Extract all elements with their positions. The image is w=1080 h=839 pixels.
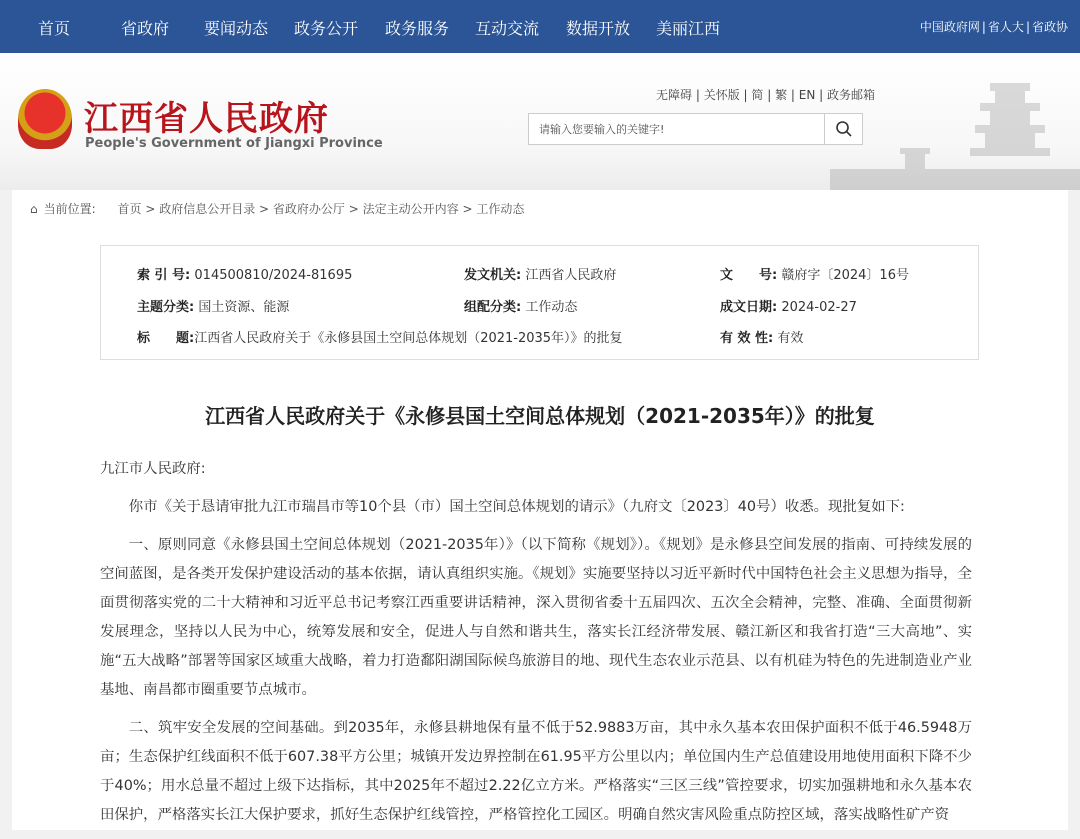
nav-interaction[interactable]: 互动交流	[475, 19, 540, 38]
article-title: 江西省人民政府关于《永修县国土空间总体规划（2021-2035年）》的批复	[205, 404, 875, 428]
utility-links: 无障碍 | 关怀版 | 简 | 繁 | EN | 政务邮箱	[656, 88, 875, 102]
site-logo-subtitle: People's Government of Jiangxi Province	[85, 136, 383, 151]
link-cppcc[interactable]: 省政协	[1031, 20, 1068, 34]
paragraph: 一、原则同意《永修县国土空间总体规划（2021-2035年）》（以下简称《规划》）。《规划》是永修县空间发展的指南、可持续发展的空间蓝图，是各类开发保护建设活动的基本依据，请认真组织实施。《规划》实施要坚持以习近平新时代中国特色社会主义思想为指导，全面贯彻落实党的二十大精神和习近平总书记考察江西重要讲话精神，深入贯彻省委十五届四次、五次全会精神，完整、准确、全面贯彻新发展理念，坚持以人民为中心，统筹发展和安全，促进人与自然和谐共生，落实长江经济带发展、赣江新区和我省打造“三大高地”、实施“五大战略”部署等国家区域重大战略，着力打造鄱阳湖国际候鸟旅游目的地、现代生态农业示范县、以有机硅为特色的先进制造业产业基地、南昌都市圈重要节点城市。	[100, 537, 972, 698]
site-header	[0, 53, 1080, 190]
salutation: 九江市人民政府:	[100, 461, 206, 477]
meta-title: 标 题:江西省人民政府关于《永修县国土空间总体规划（2021-2035年）》的批复	[137, 331, 623, 346]
search-box	[528, 113, 863, 145]
link-simplified[interactable]: 简	[751, 88, 764, 102]
link-provincial-congress[interactable]: 省人大	[987, 20, 1024, 34]
nav-province-gov[interactable]: 省政府	[121, 19, 170, 38]
meta-date: 成文日期: 2024-02-27	[720, 300, 857, 315]
national-emblem-icon	[18, 89, 72, 149]
top-nav	[0, 0, 1080, 53]
breadcrumb-item[interactable]: 省政府办公厅	[272, 202, 345, 216]
link-traditional[interactable]: 繁	[775, 88, 788, 102]
link-china-gov[interactable]: 中国政府网	[919, 20, 980, 34]
pagoda-illustration	[830, 73, 1080, 190]
nav-gov-affairs-open[interactable]: 政务公开	[294, 19, 359, 38]
link-english[interactable]: EN	[798, 88, 816, 102]
link-care-version[interactable]: 关怀版	[703, 88, 740, 102]
breadcrumb-item[interactable]: 首页	[117, 202, 142, 216]
nav-open-data[interactable]: 数据开放	[566, 19, 631, 38]
search-input[interactable]	[529, 114, 824, 144]
meta-docno: 文 号: 赣府字〔2024〕16号	[720, 268, 909, 283]
breadcrumb: ⌂ 当前位置: 首页 > 政府信息公开目录 > 省政府办公厅 > 法定主动公开内容 > 工作动态	[30, 202, 525, 216]
link-accessibility[interactable]: 无障碍	[656, 88, 693, 102]
paragraph: 二、筑牢安全发展的空间基础。到2035年，永修县耕地保有量不低于52.9883万亩，其中永久基本农田保护面积不低于46.5948万亩；生态保护红线面积不低于607.38平方公里；城镇开发边界控制在61.95平方公里以内；单位国内生产总值建设用地使用面积下降不少于40%；用水总量不超过上级下达指标，其中2025年不超过2.22亿立方米。严格落实“三区三线”管控要求，切实加强耕地和永久基本农田保护，严格落实长江大保护要求，抓好生态保护红线管控，严格管控化工园区。明确自然灾害风险重点防控区域，落实战略性矿产资	[100, 720, 972, 823]
breadcrumb-item[interactable]: 政府信息公开目录	[159, 202, 256, 216]
article-body	[100, 455, 972, 839]
nav-gov-services[interactable]: 政务服务	[385, 19, 450, 38]
breadcrumb-label: 当前位置:	[43, 202, 96, 216]
meta-validity: 有 效 性: 有效	[720, 331, 804, 346]
site-logo-title[interactable]: 江西省人民政府	[84, 99, 329, 139]
meta-topic: 主题分类: 国土资源、能源	[137, 300, 290, 315]
document-metadata	[100, 245, 979, 360]
paragraph: 你市《关于恳请审批九江市瑞昌市等10个县（市）国土空间总体规划的请示》（九府文〔2023〕40号）收悉。现批复如下:	[128, 499, 905, 515]
meta-category: 组配分类: 工作动态	[464, 300, 578, 315]
nav-beautiful-jiangxi[interactable]: 美丽江西	[656, 19, 721, 38]
home-icon: ⌂	[30, 202, 38, 216]
external-links: 中国政府网 | 省人大 | 省政协	[919, 20, 1068, 34]
meta-issuer: 发文机关: 江西省人民政府	[464, 268, 617, 283]
nav-home[interactable]: 首页	[38, 19, 71, 38]
nav-news[interactable]: 要闻动态	[204, 19, 269, 38]
content-panel	[12, 190, 1068, 830]
meta-index: 索 引 号: 014500810/2024-81695	[137, 268, 353, 283]
breadcrumb-item[interactable]: 工作动态	[476, 202, 525, 216]
link-gov-mail[interactable]: 政务邮箱	[826, 88, 875, 102]
breadcrumb-item[interactable]: 法定主动公开内容	[362, 202, 459, 216]
